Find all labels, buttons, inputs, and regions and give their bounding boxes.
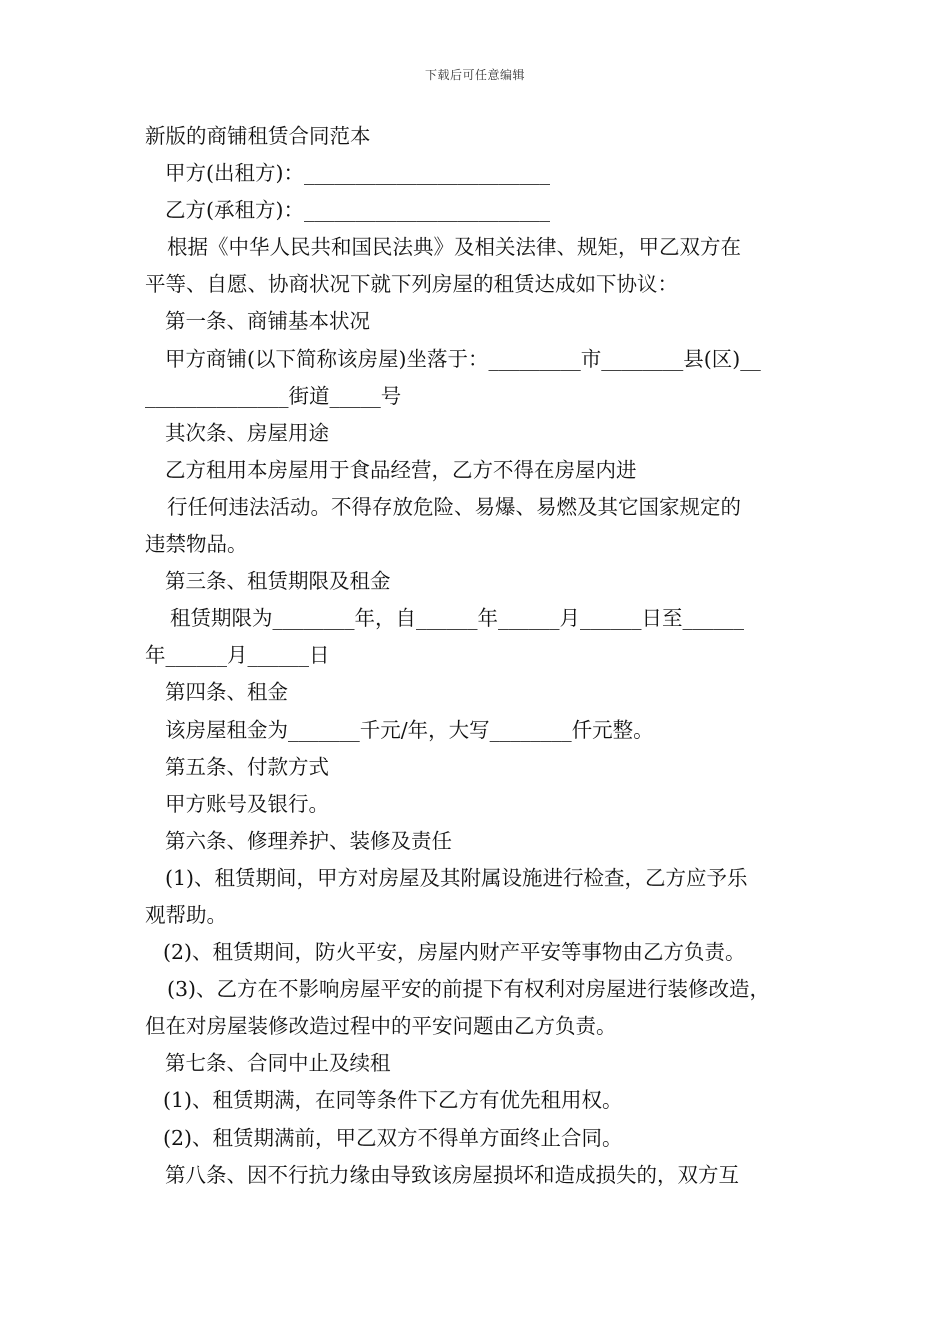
preamble-line-1: 根据《中华人民共和国民法典》及相关法律、规矩，甲乙双方在 (167, 235, 741, 260)
article-3-line-2: 年______月______日 (145, 643, 330, 668)
article-6-item-3-line-1: (3)、乙方在不影响房屋平安的前提下有权利对房屋进行装修改造， (167, 977, 771, 1002)
article-4-heading: 第四条、租金 (165, 680, 288, 705)
article-6-item-2: (2)、租赁期间，防火平安，房屋内财产平安等事物由乙方负责。 (163, 940, 746, 965)
article-5-heading: 第五条、付款方式 (165, 754, 329, 779)
article-3-heading: 第三条、租赁期限及租金 (165, 569, 391, 594)
article-5-line-1: 甲方账号及银行。 (165, 791, 329, 816)
article-6-item-3-line-2: 但在对房屋装修改造过程中的平安问题由乙方负责。 (145, 1014, 617, 1039)
article-4-line-1: 该房屋租金为_______千元/年，大写________仟元整。 (165, 717, 654, 742)
document-body (145, 118, 810, 1194)
article-1-line-2: ______________街道_____号 (145, 383, 402, 408)
article-7-item-1: (1)、租赁期满，在同等条件下乙方有优先租用权。 (163, 1088, 623, 1113)
article-7-item-2: (2)、租赁期满前，甲乙双方不得单方面终止合同。 (163, 1125, 623, 1150)
article-8-line-1: 第八条、因不行抗力缘由导致该房屋损坏和造成损失的，双方互 (165, 1162, 739, 1187)
header-note: 下载后可任意编辑 (424, 68, 525, 82)
preamble-line-2: 平等、自愿、协商状况下就下列房屋的租赁达成如下协议： (145, 272, 678, 297)
document-title: 新版的商铺租赁合同范本 (145, 124, 371, 148)
article-2-heading: 其次条、房屋用途 (165, 420, 329, 445)
article-6-item-1-line-1: (1)、租赁期间，甲方对房屋及其附属设施进行检查，乙方应予乐 (165, 865, 748, 890)
article-1-line-1: 甲方商铺(以下简称该房屋)坐落于：_________市________县(区)__ (165, 346, 761, 371)
article-6-item-1-line-2: 观帮助。 (145, 902, 227, 927)
article-2-line-1: 乙方租用本房屋用于食品经营，乙方不得在房屋内进 (165, 457, 637, 482)
article-7-heading: 第七条、合同中止及续租 (165, 1051, 391, 1076)
article-1-heading: 第一条、商铺基本状况 (165, 309, 370, 334)
article-2-line-3: 违禁物品。 (145, 532, 248, 557)
party-a-line: 甲方(出租方)：________________________ (165, 161, 550, 186)
article-2-line-2: 行任何违法活动。不得存放危险、易爆、易燃及其它国家规定的 (167, 494, 741, 519)
article-6-heading: 第六条、修理养护、装修及责任 (165, 828, 452, 853)
party-b-line: 乙方(承租方)：________________________ (165, 198, 550, 223)
article-3-line-1: 租赁期限为________年，自______年______月______日至______ (170, 606, 744, 631)
